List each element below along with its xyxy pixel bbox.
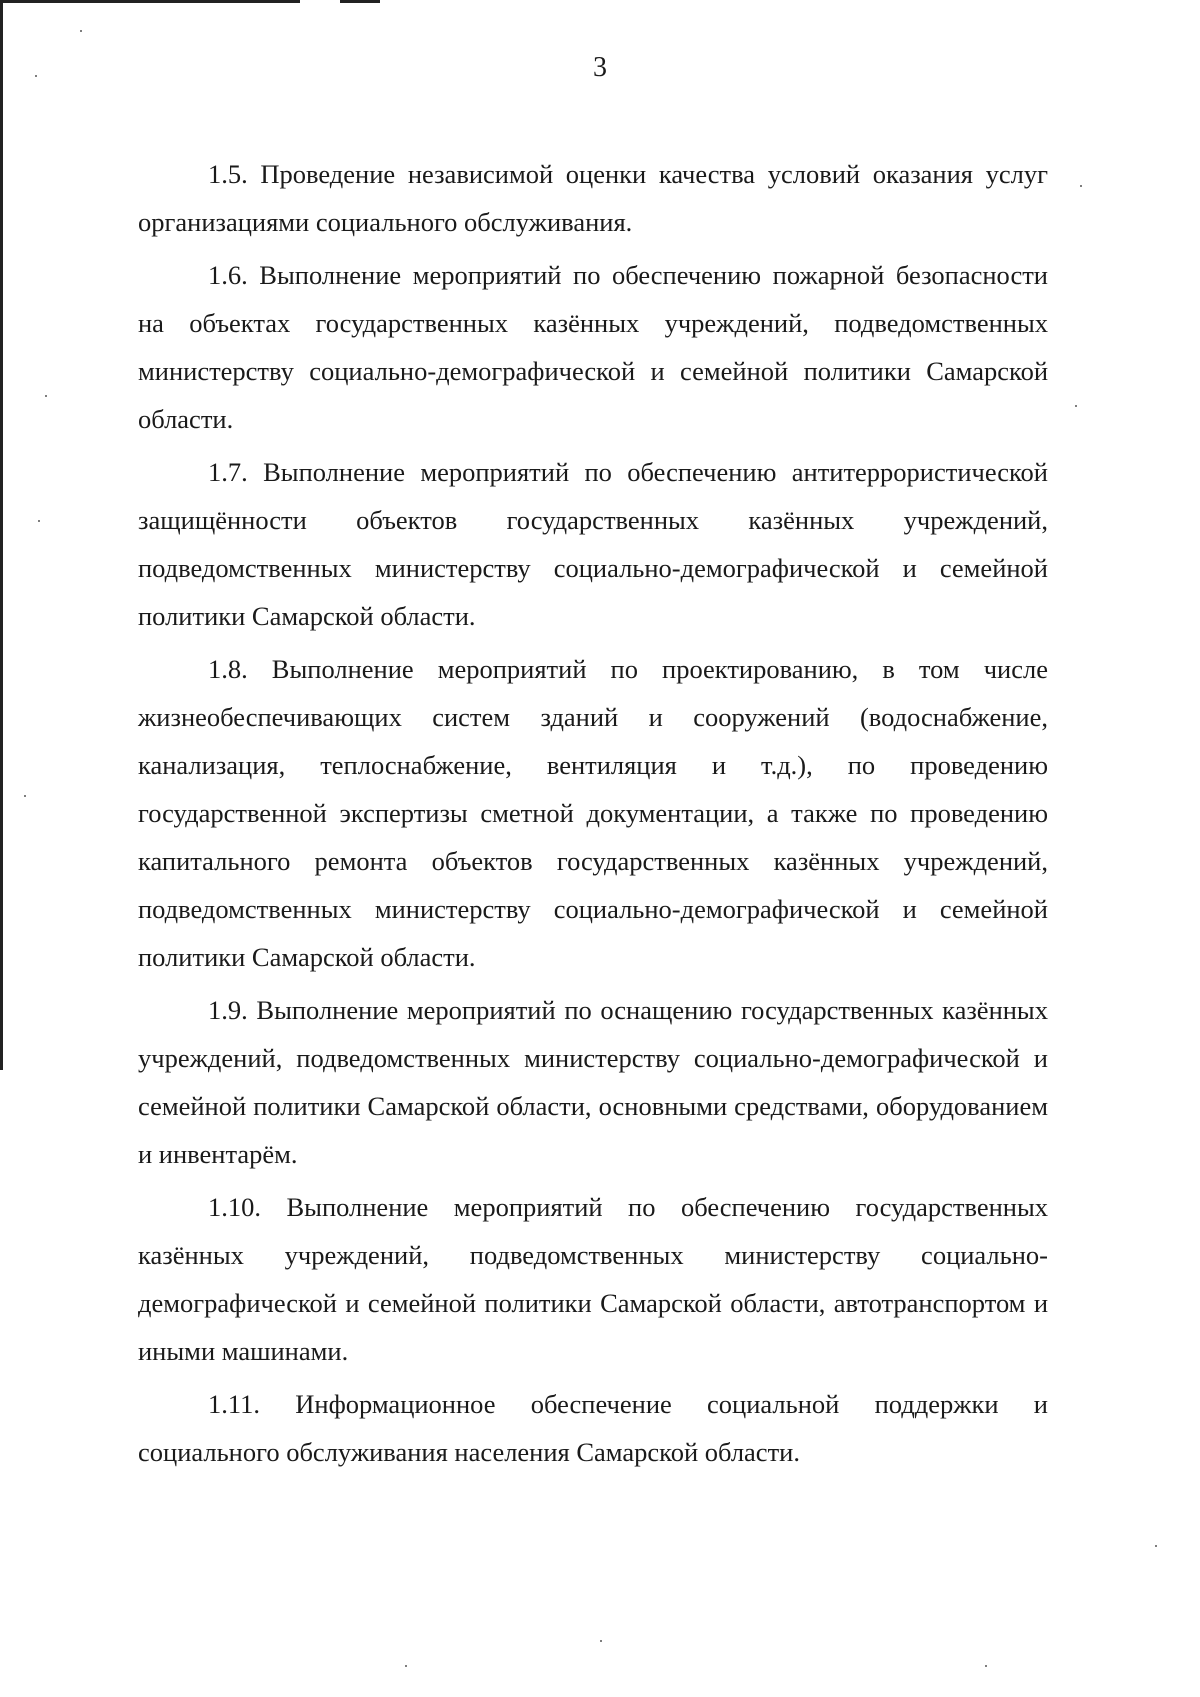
paragraph-1-7: 1.7. Выполнение мероприятий по обеспечению антитеррористической защищённости объектов государственных казённых учреждений, подведомственных министерству социально-демографической и семейной политики Самарской области. bbox=[138, 457, 1048, 631]
scan-speck bbox=[24, 795, 26, 797]
scan-edge-top bbox=[340, 0, 380, 3]
scan-speck bbox=[985, 1665, 987, 1667]
scan-edge-left bbox=[0, 0, 3, 1070]
paragraph-1-6: 1.6. Выполнение мероприятий по обеспечению пожарной безопасности на объектах государственных казённых учреждений, подведомственных министерству социально-демографической и семейной политики Самарской области. bbox=[138, 260, 1048, 434]
document-body bbox=[138, 150, 1048, 1481]
paragraph-1-8: 1.8. Выполнение мероприятий по проектированию, в том числе жизнеобеспечивающих систем зданий и сооружений (водоснабжение, канализация, теплоснабжение, вентиляция и т.д.), по проведению государственной экспертизы сметной документации, а также по проведению капитального ремонта объектов государственных казённых учреждений, подведомственных министерству социально-демографической и семейной политики Самарской области. bbox=[138, 654, 1048, 972]
scan-speck bbox=[600, 1640, 602, 1642]
scan-edge-top bbox=[0, 0, 300, 3]
scan-speck bbox=[1080, 185, 1082, 187]
page-number: 3 bbox=[593, 52, 607, 83]
scan-speck bbox=[1155, 1545, 1157, 1547]
scan-speck bbox=[1075, 405, 1077, 407]
scan-speck bbox=[38, 520, 40, 522]
paragraph-1-11: 1.11. Информационное обеспечение социальной поддержки и социального обслуживания населения Самарской области. bbox=[138, 1389, 1048, 1467]
scan-speck bbox=[45, 395, 47, 397]
scan-speck bbox=[35, 75, 37, 77]
paragraph-1-9: 1.9. Выполнение мероприятий по оснащению государственных казённых учреждений, подведомственных министерству социально-демографической и семейной политики Самарской области, основными средствами, оборудованием и инвентарём. bbox=[138, 995, 1048, 1169]
scan-speck bbox=[405, 1665, 407, 1667]
paragraph-1-5: 1.5. Проведение независимой оценки качества условий оказания услуг организациями социального обслуживания. bbox=[138, 159, 1048, 237]
paragraph-1-10: 1.10. Выполнение мероприятий по обеспечению государственных казённых учреждений, подведомственных министерству социально-демографической и семейной политики Самарской области, автотранспортом и иными машинами. bbox=[138, 1192, 1048, 1366]
scan-speck bbox=[80, 30, 82, 32]
